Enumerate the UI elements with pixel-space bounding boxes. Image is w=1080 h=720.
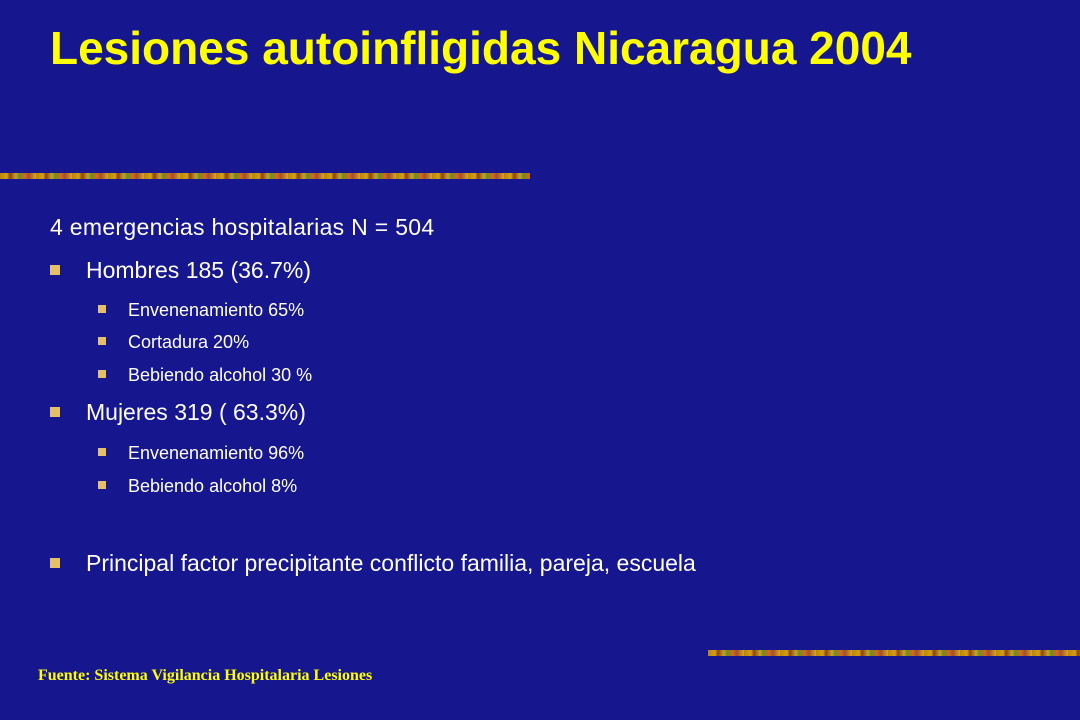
sub-bullet-men-alcohol xyxy=(98,363,312,387)
square-bullet-icon xyxy=(98,448,106,456)
square-bullet-icon xyxy=(98,481,106,489)
men-item: Bebiendo alcohol 30 % xyxy=(128,365,313,385)
decorative-divider-bottom xyxy=(708,650,1080,656)
sub-bullet-women-alcohol xyxy=(98,474,297,498)
source-note: Fuente: Sistema Vigilancia Hospitalaria Lesiones xyxy=(38,667,373,684)
women-item: Bebiendo alcohol 8% xyxy=(128,476,298,496)
sub-bullet-women-poisoning xyxy=(98,441,304,465)
bullet-men xyxy=(50,255,311,285)
sub-bullet-men-cutting xyxy=(98,330,249,354)
men-label: Hombres 185 (36.7%) xyxy=(86,257,311,283)
square-bullet-icon xyxy=(98,370,106,378)
decorative-divider-top xyxy=(0,173,530,179)
bullet-women xyxy=(50,397,306,427)
men-item: Cortadura 20% xyxy=(128,332,250,352)
square-bullet-icon xyxy=(50,265,60,275)
men-item: Envenenamiento 65% xyxy=(128,300,305,320)
square-bullet-icon xyxy=(98,305,106,313)
square-bullet-icon xyxy=(50,407,60,417)
women-label: Mujeres 319 ( 63.3%) xyxy=(86,399,306,425)
sub-bullet-men-poisoning xyxy=(98,298,304,322)
square-bullet-icon xyxy=(98,337,106,345)
square-bullet-icon xyxy=(50,558,60,568)
women-item: Envenenamiento 96% xyxy=(128,443,305,463)
factor-text: Principal factor precipitante conflicto familia, pareja, escuela xyxy=(86,550,696,576)
bullet-factor xyxy=(50,548,696,578)
slide-title: Lesiones autoinfligidas Nicaragua 2004 xyxy=(50,22,912,74)
intro-line: 4 emergencias hospitalarias N = 504 xyxy=(50,214,435,240)
